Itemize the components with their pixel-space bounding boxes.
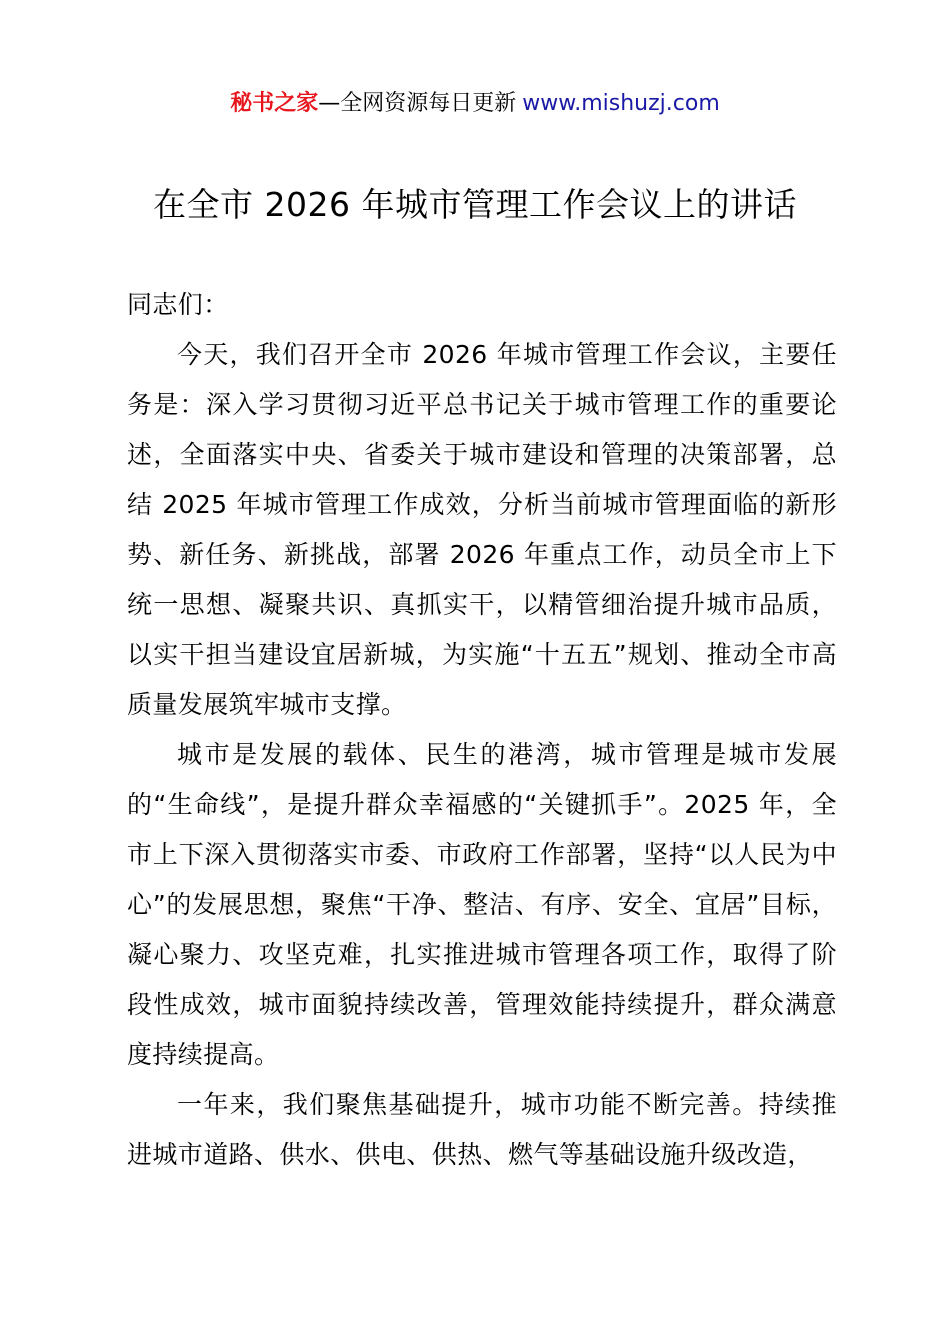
header-tagline: —全网资源每日更新 (318, 91, 517, 116)
site-header (0, 88, 950, 120)
paragraph: 一年来，我们聚焦基础提升，城市功能不断完善。持续推进城市道路、供水、供电、供热、燃气等基础设施升级改造， (127, 1090, 837, 1169)
paragraph: 今天，我们召开全市 2026 年城市管理工作会议，主要任务是：深入学习贯彻习近平总书记关于城市管理工作的重要论述，全面落实中央、省委关于城市建设和管理的决策部署，总结 2025 年城市管理工作成效，分析当前城市管理面临的新形势、新任务、新挑战，部署 2026 年重点工作，动员全市上下统一思想、凝聚共识、真抓实干，以精管细治提升城市品质，以实干担当建设宜居新城，为实施“十五五”规划、推动全市高质量发展筑牢城市支撑。 (127, 340, 837, 719)
site-link[interactable]: www.mishuzj.com (522, 91, 720, 116)
document-body (127, 280, 837, 1180)
salutation: 同志们： (127, 290, 229, 319)
brand-name: 秘书之家 (230, 91, 319, 116)
paragraph: 城市是发展的载体、民生的港湾，城市管理是城市发展的“生命线”，是提升群众幸福感的“关键抓手”。2025 年，全市上下深入贯彻落实市委、市政府工作部署，坚持“以人民为中心”的发展思想，聚焦“干净、整洁、有序、安全、宜居”目标，凝心聚力、攻坚克难，扎实推进城市管理各项工作，取得了阶段性成效，城市面貌持续改善，管理效能持续提升，群众满意度持续提高。 (127, 740, 837, 1069)
document-title: 在全市 2026 年城市管理工作会议上的讲话 (153, 185, 797, 224)
